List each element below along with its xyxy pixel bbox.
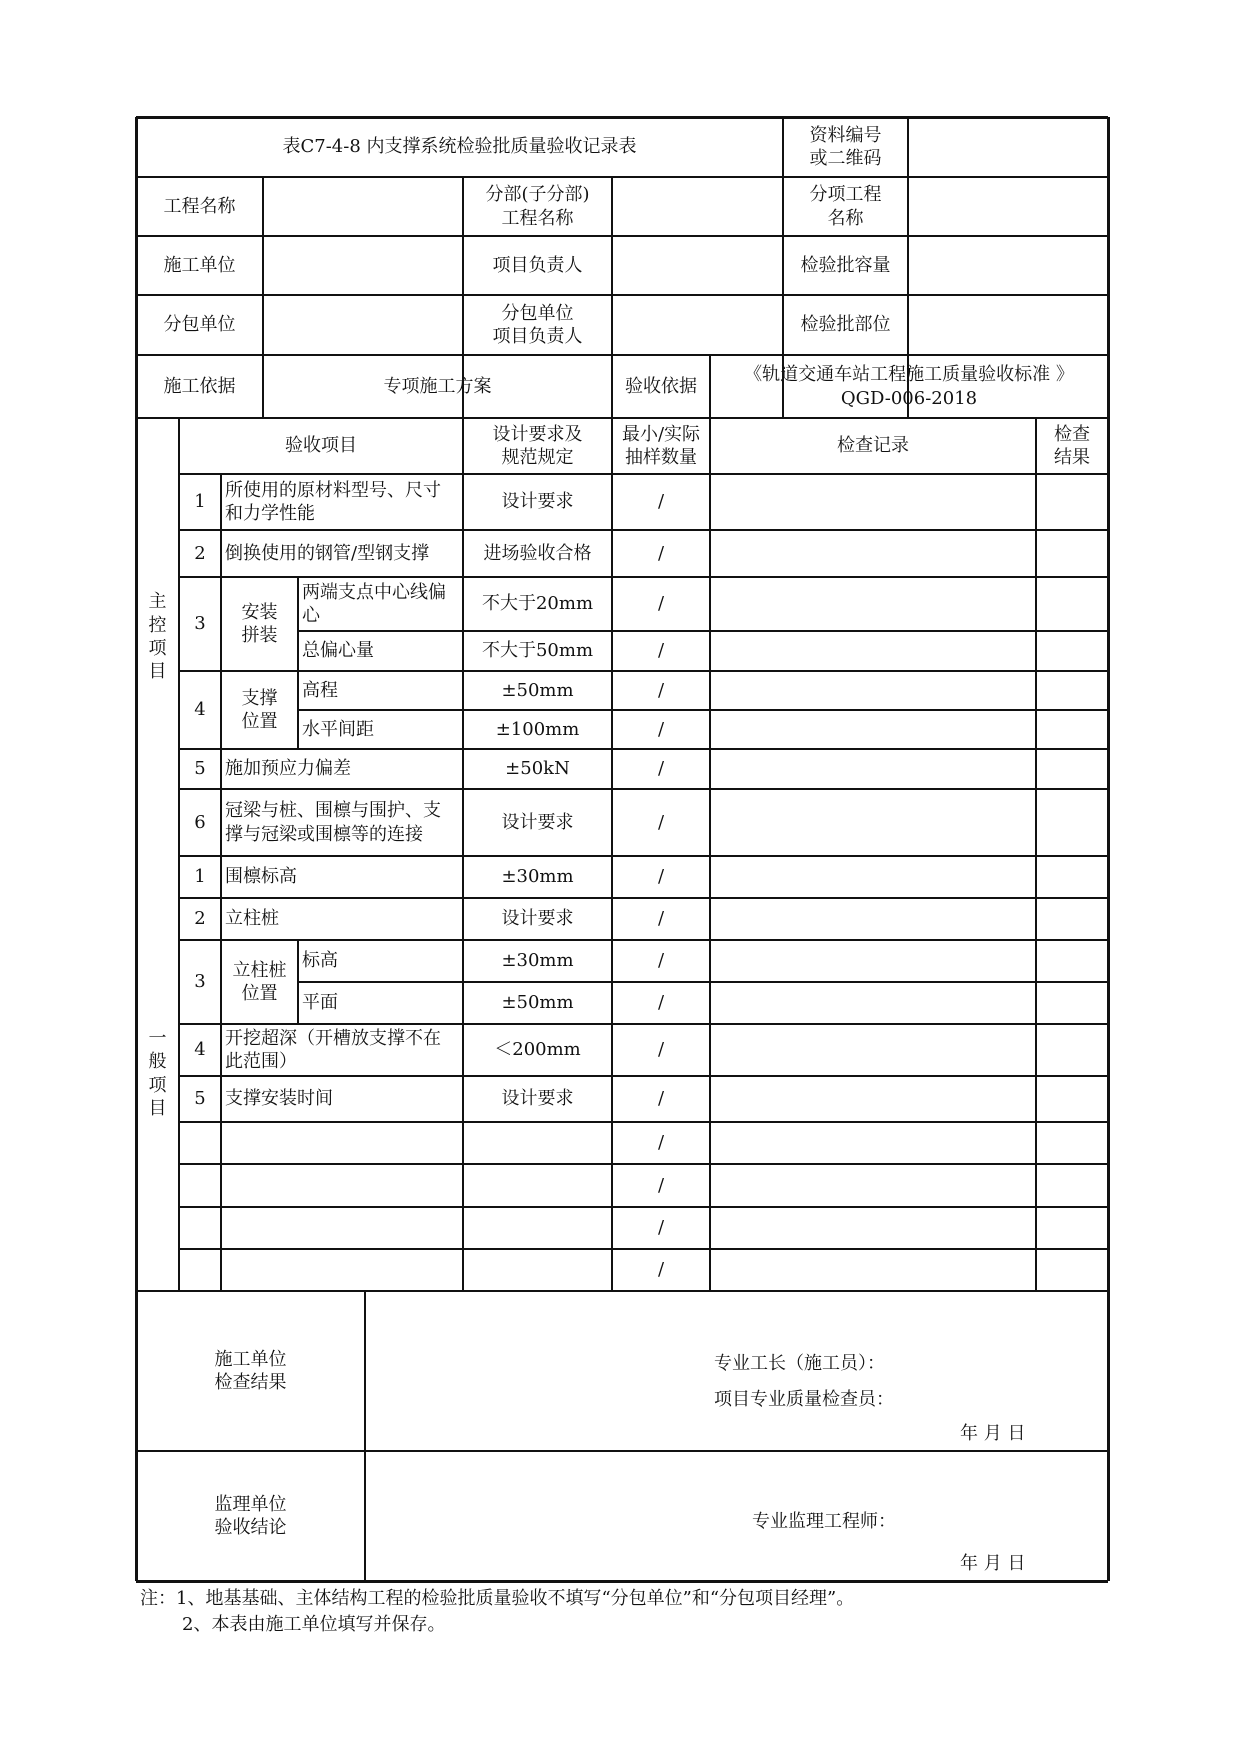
general-row-sampling: / — [657, 866, 665, 888]
main-row-group: 支撑 位置 — [241, 687, 278, 732]
basis-label: 施工依据 — [163, 375, 236, 397]
main-row-requirement: 进场验收合格 — [483, 542, 592, 564]
subdivision-label: 分部(子分部) 工程名称 — [485, 184, 590, 229]
main-row-requirement: 设计要求 — [501, 811, 574, 833]
general-row-name: 支撑安装时间 — [225, 1088, 333, 1110]
supervisor-check-label: 监理单位 验收结论 — [214, 1493, 287, 1538]
general-row-requirement: 设计要求 — [501, 1088, 574, 1110]
main-sub-name: 总偏心量 — [302, 640, 374, 662]
main-sub-requirement: 不大于20mm — [481, 593, 594, 615]
form-title: 表C7-4-8 内支撑系统检验批质量验收记录表 — [282, 136, 637, 158]
col-item: 验收项目 — [285, 435, 357, 457]
general-row-sampling: / — [657, 1039, 665, 1061]
main-row-group: 安装 拼装 — [241, 601, 278, 646]
blank-row-sampling: / — [657, 1132, 665, 1154]
main-row-name: 冠梁与桩、围檩与围护、支 撑与冠梁或围檩等的连接 — [225, 800, 441, 845]
general-row-no: 1 — [194, 866, 206, 888]
batch-capacity-label: 检验批容量 — [800, 254, 891, 276]
note-line-1: 注：1、地基基础、主体结构工程的检验批质量验收不填写“分包单位”和“分包项目经理”。 — [140, 1588, 855, 1609]
general-row-sampling: / — [657, 1088, 665, 1110]
supervisor-date: 年 月 日 — [960, 1553, 1026, 1574]
col-sampling: 最小/实际 抽样数量 — [621, 423, 701, 468]
main-sub-name: 水平间距 — [302, 718, 374, 740]
general-row-requirement: 设计要求 — [501, 908, 574, 930]
main-sub-sampling: / — [657, 640, 665, 662]
project-name-label: 工程名称 — [163, 195, 236, 217]
main-sub-requirement: ±100mm — [495, 718, 580, 740]
main-sub-sampling: / — [657, 593, 665, 615]
main-row-sampling: / — [657, 758, 665, 780]
main-sub-sampling: / — [657, 679, 665, 701]
main-row-requirement: ±50kN — [505, 758, 570, 780]
grid-line — [1107, 117, 1110, 1581]
main-row-no: 2 — [194, 542, 206, 564]
general-row-requirement: ＜200mm — [494, 1039, 581, 1061]
general-row-group: 立柱桩 位置 — [232, 959, 287, 1004]
general-row-no: 2 — [194, 908, 206, 930]
main-control-label: 主 控 项 目 — [148, 591, 167, 683]
general-row-name: 立柱桩 — [225, 908, 279, 930]
main-row-name: 施加预应力偏差 — [225, 758, 351, 780]
general-sub-requirement: ±30mm — [501, 950, 574, 972]
general-row-name: 围檩标高 — [225, 866, 297, 888]
main-row-requirement: 设计要求 — [501, 491, 574, 513]
main-sub-sampling: / — [657, 718, 665, 740]
doc-no-label: 资料编号 或二维码 — [809, 124, 882, 169]
basis-value: 专项施工方案 — [383, 375, 492, 397]
general-label: 一 般 项 目 — [148, 1027, 167, 1119]
col-result: 检查 结果 — [1054, 423, 1090, 468]
main-row-sampling: / — [657, 491, 665, 513]
general-sub-name: 标高 — [302, 950, 338, 972]
general-row-no: 3 — [194, 971, 206, 993]
main-row-no: 4 — [194, 699, 206, 721]
sub-item-label: 分项工程 名称 — [809, 184, 882, 229]
main-sub-name: 高程 — [302, 679, 338, 701]
general-row-no: 5 — [194, 1088, 206, 1110]
general-sub-name: 平面 — [302, 992, 338, 1014]
main-sub-name: 两端支点中心线偏 心 — [302, 581, 446, 626]
sub-manager-label: 分包单位 项目负责人 — [492, 302, 583, 347]
general-row-no: 4 — [194, 1039, 206, 1061]
main-row-no: 6 — [194, 811, 206, 833]
col-record: 检查记录 — [837, 435, 909, 457]
acceptance-basis-value: 《轨道交通车站工程施工质量验收标准 》 QGD-006-2018 — [744, 364, 1074, 409]
grid-line — [220, 1249, 222, 1291]
grid-line — [220, 1164, 222, 1207]
main-sub-requirement: 不大于50mm — [481, 640, 594, 662]
supervising-engineer-signature-label: 专业监理工程师： — [752, 1511, 896, 1532]
batch-location-label: 检验批部位 — [800, 314, 891, 336]
grid-line — [136, 235, 1108, 237]
col-requirement: 设计要求及 规范规定 — [492, 423, 583, 468]
foreman-signature-label: 专业工长（施工员）： — [714, 1353, 885, 1374]
blank-row-sampling: / — [657, 1259, 665, 1281]
general-sub-sampling: / — [657, 992, 665, 1014]
grid-line — [220, 1207, 222, 1249]
main-row-sampling: / — [657, 811, 665, 833]
blank-row-sampling: / — [657, 1174, 665, 1196]
general-row-sampling: / — [657, 908, 665, 930]
project-manager-label: 项目负责人 — [492, 254, 583, 276]
quality-inspector-signature-label: 项目专业质量检查员： — [714, 1389, 894, 1410]
main-row-no: 5 — [194, 758, 206, 780]
main-sub-requirement: ±50mm — [501, 679, 574, 701]
grid-line — [220, 1122, 222, 1164]
main-row-name: 所使用的原材料型号、尺寸 和力学性能 — [225, 479, 441, 524]
main-row-no: 1 — [194, 491, 206, 513]
contractor-label: 施工单位 — [163, 254, 236, 276]
grid-line — [136, 294, 1108, 296]
general-sub-requirement: ±50mm — [501, 992, 574, 1014]
contractor-check-label: 施工单位 检查结果 — [214, 1348, 287, 1393]
acceptance-basis-label: 验收依据 — [625, 375, 697, 397]
main-row-name: 倒换使用的钢管/型钢支撑 — [225, 542, 430, 564]
main-row-no: 3 — [194, 613, 206, 635]
note-line-2: 2、本表由施工单位填写并保存。 — [182, 1614, 446, 1635]
contractor-date: 年 月 日 — [960, 1423, 1026, 1444]
general-row-requirement: ±30mm — [501, 866, 574, 888]
general-row-name: 开挖超深（开槽放支撑不在 此范围） — [225, 1027, 441, 1072]
subcontractor-label: 分包单位 — [163, 314, 236, 336]
main-row-sampling: / — [657, 542, 665, 564]
general-sub-sampling: / — [657, 950, 665, 972]
blank-row-sampling: / — [657, 1217, 665, 1239]
